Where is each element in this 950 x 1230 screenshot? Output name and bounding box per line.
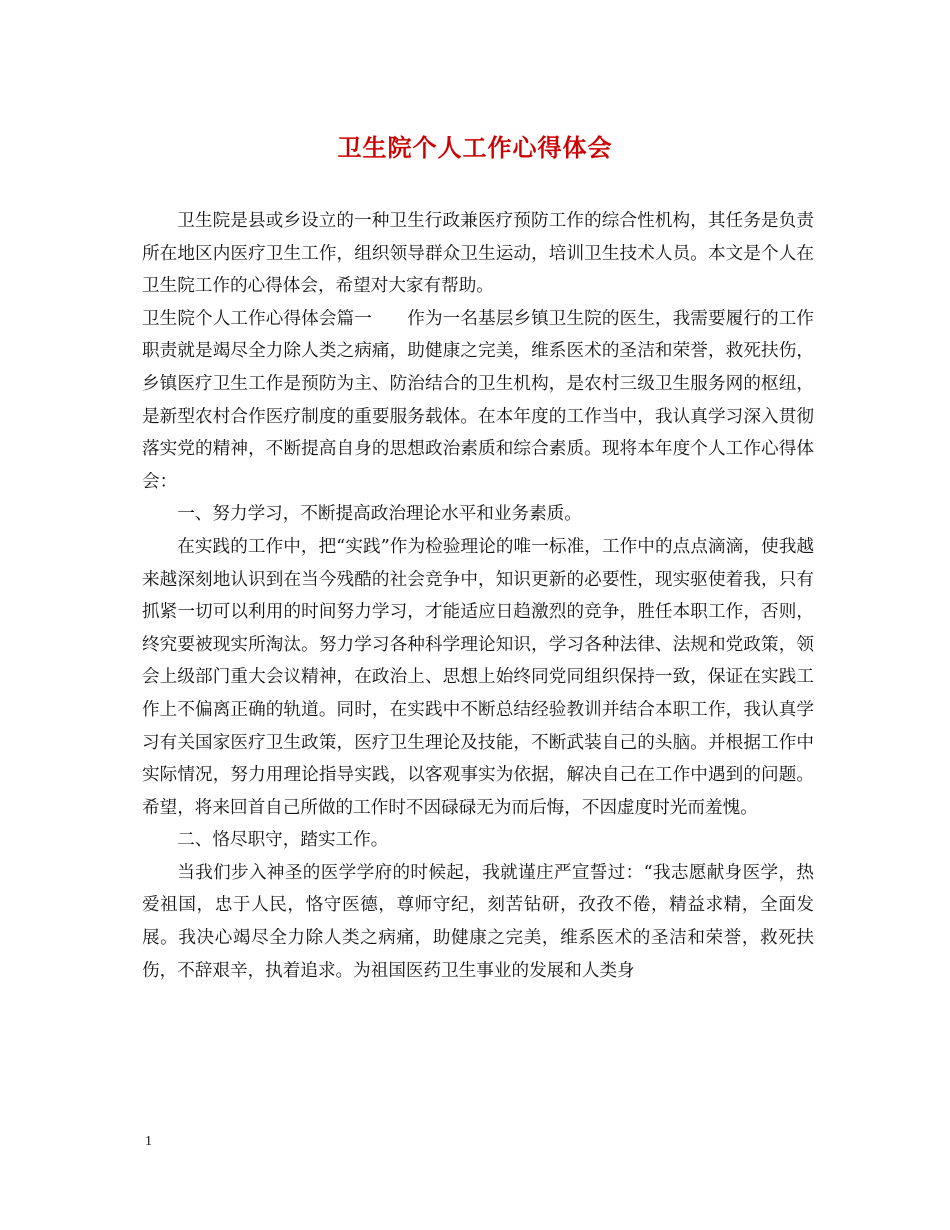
- duty-paragraph: 当我们步入神圣的医学学府的时候起，我就谨庄严宣誓过：“我志愿献身医学，热爱祖国，忠于人民，恪守医德，尊师守纪，刻苦钻研，孜孜不倦，精益求精，全面发展。我决心竭尽全力除人类之病痛，助健康之完美，维系医术的圣洁和荣誉，救死扶伤，不辞艰辛，执着追求。为祖国医药卫生事业的发展和人类身: [142, 862, 814, 981]
- section-one-paragraph: 卫生院个人工作心得体会篇一 作为一名基层乡镇卫生院的医生，我需要履行的工作职责就是竭尽全力除人类之病痛，助健康之完美，维系医术的圣洁和荣誉，救死扶伤，乡镇医疗卫生工作是预防为主、防治结合的卫生机构，是农村三级卫生服务网的枢纽，是新型农村合作医疗制度的重要服务载体。在本年度的工作当中，我认真学习深入贯彻落实党的精神，不断提高自身的思想政治素质和综合素质。现将本年度个人工作心得体会：: [142, 308, 814, 492]
- heading-study: 一、努力学习，不断提高政治理论水平和业务素质。: [177, 504, 582, 525]
- page-number: 1: [145, 1134, 152, 1149]
- document-title: 卫生院个人工作心得体会: [337, 133, 613, 162]
- document-body: [142, 205, 814, 987]
- intro-paragraph: 卫生院是县或乡设立的一种卫生行政兼医疗预防工作的综合性机构，其任务是负责所在地区内医疗卫生工作，组织领导群众卫生运动，培训卫生技术人员。本文是个人在卫生院工作的心得体会，希望对大家有帮助。: [142, 211, 814, 297]
- study-paragraph: 在实践的工作中，把“实践”作为检验理论的唯一标准，工作中的点点滴滴，使我越来越深刻地认识到在当今残酷的社会竞争中，知识更新的必要性，现实驱使着我，只有抓紧一切可以利用的时间努力学习，才能适应日趋激烈的竞争，胜任本职工作，否则，终究要被现实所淘汰。努力学习各种科学理论知识，学习各种法律、法规和党政策，领会上级部门重大会议精神，在政治上、思想上始终同党同组织保持一致，保证在实践工作上不偏离正确的轨道。同时，在实践中不断总结经验教训并结合本职工作，我认真学习有关国家医疗卫生政策，医疗卫生理论及技能，不断武装自己的头脑。并根据工作中实际情况，努力用理论指导实践，以客观事实为依据，解决自己在工作中遇到的问题。希望，将来回首自己所做的工作时不因碌碌无为而后悔，不因虚度时光而羞愧。: [142, 536, 814, 818]
- heading-duty: 二、恪尽职守，踏实工作。: [177, 830, 389, 851]
